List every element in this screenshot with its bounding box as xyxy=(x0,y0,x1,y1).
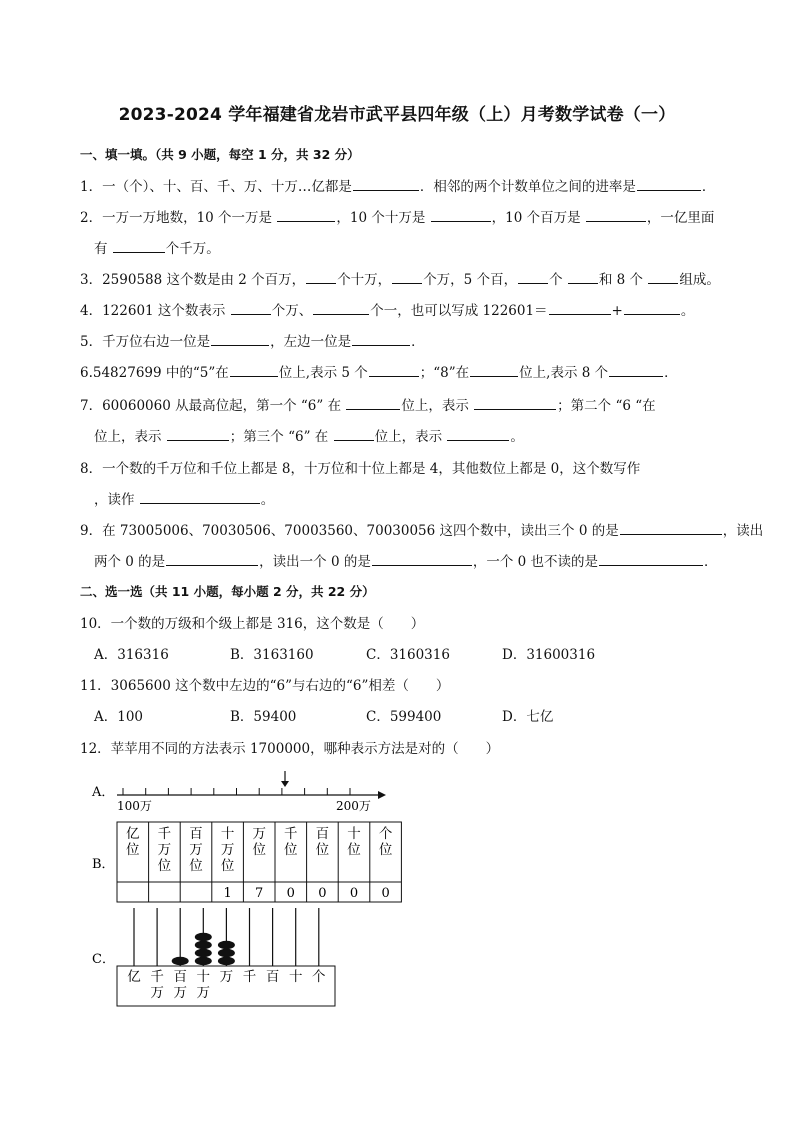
q3-text-d: 个 xyxy=(549,272,567,288)
page-title: 2023-2024 学年福建省龙岩市武平县四年级（上）月考数学试卷（一） xyxy=(118,105,676,125)
place-value-table xyxy=(117,822,401,902)
q1-text-a: 1．一（个）、十、百、千、万、十万…亿都是 xyxy=(80,179,352,195)
table-header-char: 位 xyxy=(315,842,330,858)
q6-text-c: ；“8”在 xyxy=(419,365,470,381)
abacus xyxy=(117,908,335,1006)
table-header-char: 个 xyxy=(378,826,393,842)
abacus-label-char: 百 xyxy=(173,969,187,985)
abacus-bead xyxy=(218,941,235,949)
table-value-cell: 0 xyxy=(318,886,327,901)
table-header-char: 亿 xyxy=(126,826,140,842)
table-header-char: 千 xyxy=(284,826,298,842)
abacus-bead xyxy=(218,957,235,965)
table-header-char: 万 xyxy=(252,826,266,842)
q7-text-b: 位上，表示 xyxy=(401,398,474,414)
abacus-bead xyxy=(195,949,212,957)
table-value-cell: 0 xyxy=(381,886,390,901)
abacus-label-char: 千 xyxy=(242,969,257,985)
q7-text-g: 。 xyxy=(510,429,524,445)
question-10: 10．一个数的万级和个级上都是 316，这个数是（ ） xyxy=(80,616,425,632)
q2-text-b: ，10 个十万是 xyxy=(336,210,430,226)
q6-text-e: ． xyxy=(664,365,678,381)
number-line-label-left: 100万 xyxy=(117,799,152,813)
question-11: 11．3065600 这个数中左边的“6”与右边的“6”相差（ ） xyxy=(80,678,450,694)
q3-text-a: 3．2590588 这个数是由 2 个百万， xyxy=(80,272,306,288)
question-12: 12．苹苹用不同的方法表示 1700000，哪种表示方法是对的（ ） xyxy=(80,741,500,757)
table-header-char: 位 xyxy=(189,858,203,874)
table-header-char: 百 xyxy=(189,826,203,842)
option-a-number-line[interactable] xyxy=(91,771,386,813)
option-a-label: A． xyxy=(92,785,115,800)
abacus-label-char: 千 xyxy=(150,969,164,985)
q3-text-e: 和 8 个 xyxy=(598,272,648,288)
q7-text-d: 位上，表示 xyxy=(94,429,166,445)
q2-text-a: 2．一万一万地数，10 个一万是 xyxy=(80,210,277,226)
abacus-bead xyxy=(172,957,189,965)
q5-text-c: ． xyxy=(411,334,425,350)
q6-text-a: 6.54827699 中的“5”在 xyxy=(80,365,229,381)
abacus-label-char: 十 xyxy=(196,969,211,985)
q2-text-d: ，一亿里面 xyxy=(646,210,715,226)
abacus-label-char: 万 xyxy=(196,985,211,1001)
q5-text-b: ，左边一位是 xyxy=(270,334,352,350)
q7-text-c: ；第二个 “6 “在 xyxy=(557,398,656,414)
table-header-char: 位 xyxy=(157,858,172,874)
q9-text-b: ，读出 xyxy=(722,523,764,539)
table-header-char: 万 xyxy=(220,842,235,858)
q9-text-c: 两个 0 的是 xyxy=(94,554,166,570)
abacus-label-char: 亿 xyxy=(127,969,141,985)
option-b-label: B． xyxy=(92,857,115,872)
q6-text-b: 位上,表示 5 个 xyxy=(278,365,368,381)
abacus-bead xyxy=(195,933,212,941)
q2-text-f: 个千万。 xyxy=(165,241,220,257)
table-value-cell: 7 xyxy=(255,886,264,901)
q11-option-d[interactable]: D．七亿 xyxy=(502,709,554,725)
number-line-ticks xyxy=(123,788,350,795)
abacus-label-char: 万 xyxy=(173,985,187,1001)
table-value-cell: 0 xyxy=(349,886,359,901)
q1-text-c: ． xyxy=(701,179,716,195)
table-header-char: 位 xyxy=(126,842,140,858)
table-header-char: 万 xyxy=(189,842,203,858)
option-b-place-value-table[interactable] xyxy=(92,822,401,902)
q9-text-f: ． xyxy=(704,554,718,570)
q3-text-b: 个十万， xyxy=(337,272,392,288)
q4-text-e: 。 xyxy=(680,303,695,319)
abacus-bead xyxy=(218,949,235,957)
q2-text-c: ，10 个百万是 xyxy=(491,210,585,226)
table-header-char: 十 xyxy=(347,826,361,842)
q10-option-d[interactable]: D．31600316 xyxy=(502,647,596,663)
q9-text-a: 9．在 73005006、70030506、70003560、70030056 这四个数中，读出三个 0 的是 xyxy=(80,523,619,539)
abacus-label-char: 万 xyxy=(219,969,234,985)
q11-option-b[interactable]: B．59400 xyxy=(230,709,297,725)
q8-text-b: ，读作 xyxy=(94,492,139,508)
abacus-bead xyxy=(195,941,212,949)
q4-text-b: 个万、 xyxy=(271,303,313,319)
table-header-char: 位 xyxy=(220,858,235,874)
table-header-char: 位 xyxy=(284,842,298,858)
q7-text-f: 位上，表示 xyxy=(374,429,447,445)
q10-option-c[interactable]: C．3160316 xyxy=(366,647,450,663)
table-header-char: 十 xyxy=(220,826,235,842)
table-value-cell: 0 xyxy=(286,886,295,901)
abacus-label-char: 个 xyxy=(312,969,326,985)
down-arrow-head xyxy=(281,781,289,787)
q4-text-a: 4．122601 这个数表示 xyxy=(80,303,230,319)
option-c-label: C． xyxy=(92,952,115,967)
table-header-char: 百 xyxy=(315,826,330,842)
table-value-cell: 1 xyxy=(223,886,232,901)
abacus-label-char: 十 xyxy=(288,969,303,985)
q3-text-f: 组成。 xyxy=(679,272,720,288)
table-header-char: 位 xyxy=(347,842,361,858)
q5-text-a: 5．千万位右边一位是 xyxy=(80,334,211,350)
q7-text-a: 7．60060060 从最高位起，第一个 “6” 在 xyxy=(80,398,346,414)
q4-text-d: + xyxy=(611,303,623,319)
table-header-char: 千 xyxy=(157,826,172,842)
q9-text-e: ，一个 0 也不读的是 xyxy=(472,554,599,570)
number-line-arrowhead xyxy=(378,791,386,799)
q10-option-b[interactable]: B．3163160 xyxy=(230,647,314,663)
option-c-abacus[interactable] xyxy=(92,908,335,1006)
q11-option-c[interactable]: C．599400 xyxy=(366,709,442,725)
q9-text-d: ，读出一个 0 的是 xyxy=(259,554,371,570)
q11-option-a[interactable]: A．100 xyxy=(94,709,144,725)
number-line-label-right: 200万 xyxy=(336,799,371,813)
q10-option-a[interactable]: A．316316 xyxy=(94,647,169,663)
table-header-char: 万 xyxy=(157,842,172,858)
abacus-label-char: 万 xyxy=(150,985,164,1001)
q8-text-a: 8．一个数的千万位和千位上都是 8，十万位和十位上都是 4，其他数位上都是 0，这个数写作 xyxy=(80,461,641,477)
abacus-bead xyxy=(195,957,212,965)
q4-text-c: 个一，也可以写成 122601＝ xyxy=(370,303,548,319)
table-header-char: 位 xyxy=(252,842,266,858)
section-2-heading: 二、选一选（共 11 小题，每小题 2 分，共 22 分） xyxy=(80,584,375,599)
q1-text-b: ．相邻的两个计数单位之间的进率是 xyxy=(419,179,636,195)
q7-text-e: ；第三个 “6” 在 xyxy=(229,429,333,445)
abacus-label-char: 百 xyxy=(265,969,280,985)
q2-text-e: 有 xyxy=(94,241,112,257)
section-1-heading: 一、填一填。（共 9 小题，每空 1 分，共 32 分） xyxy=(80,147,360,162)
q6-text-d: 位上,表示 8 个 xyxy=(519,365,609,381)
q3-text-c: 个万，5 个百， xyxy=(423,272,518,288)
table-header-char: 位 xyxy=(378,842,393,858)
q8-text-c: 。 xyxy=(260,492,275,508)
